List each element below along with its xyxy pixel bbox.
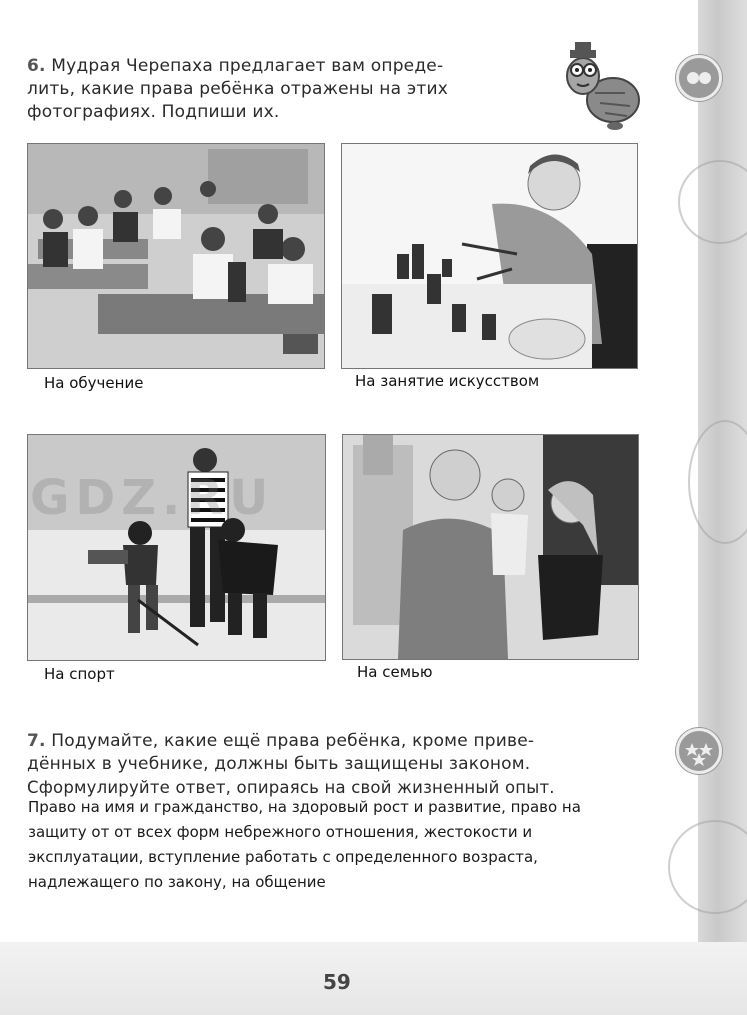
page-side-strip (698, 0, 747, 1015)
task-7-line-1: 7. Подумайте, какие ещё права ребёнка, кроме приве- (27, 731, 535, 751)
wise-turtle-icon (555, 38, 645, 133)
task-6-line-1: 6. Мудрая Черепаха предлагает вам опреде- (27, 56, 444, 76)
photo-caption-education: На обучение (44, 374, 144, 392)
task-6-line-3: фотографиях. Подпиши их. (27, 102, 280, 122)
page-number: 59 (323, 970, 351, 994)
watermark-text: GDZ.RU (30, 470, 275, 526)
task-6-number: 6. (27, 56, 46, 76)
answer-block (28, 795, 648, 895)
task-6-line-2: лить, какие права ребёнка отражены на этих (27, 79, 448, 99)
answer-line: эксплуатации, вступление работать с определенного возраста, (28, 848, 538, 866)
photo-caption-family: На семью (357, 663, 433, 681)
page-bottom-strip (0, 942, 747, 1015)
answer-line: надлежащего по закону, на общение (28, 873, 326, 891)
answer-line: защиту от от всех форм небрежного отношения, жестокости и (28, 823, 533, 841)
task-level-badge-icon (676, 55, 722, 101)
stars-badge-icon (676, 728, 722, 774)
painting-boy-photo (341, 143, 638, 369)
classroom-photo (27, 143, 325, 369)
hockey-photo (27, 434, 326, 661)
task-7-line-3: Сформулируйте ответ, опираясь на свой жизненный опыт. (27, 778, 555, 797)
answer-line: Право на имя и гражданство, на здоровый рост и развитие, право на (28, 798, 581, 816)
task-7-line-2: дённых в учебнике, должны быть защищены законом. (27, 754, 531, 774)
task-7-number: 7. (27, 731, 46, 751)
family-photo (342, 434, 639, 660)
photo-caption-sport: На спорт (44, 665, 115, 683)
photo-caption-art: На занятие искусством (355, 372, 540, 390)
